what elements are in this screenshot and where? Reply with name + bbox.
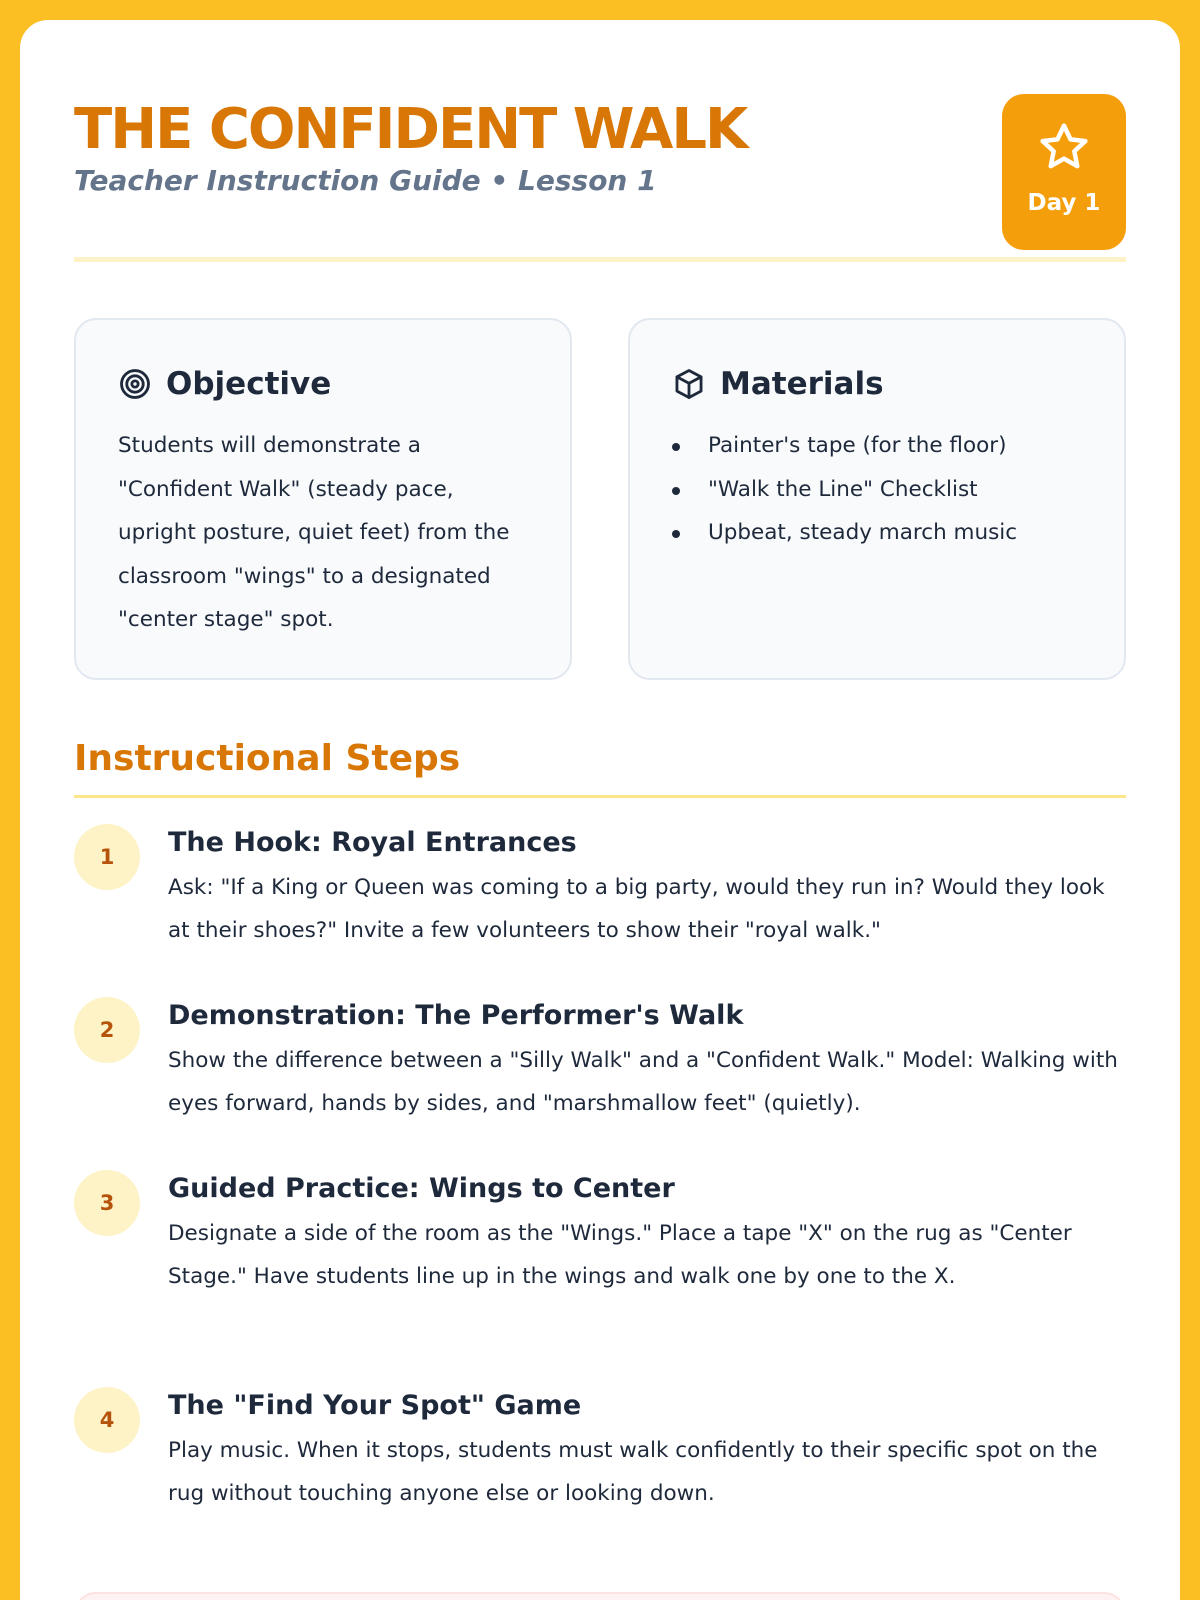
step-number: 1	[74, 824, 140, 890]
step-title: The "Find Your Spot" Game	[168, 1390, 582, 1421]
steps-section-rule	[74, 795, 1126, 798]
objective-header	[118, 362, 530, 406]
materials-card	[628, 318, 1126, 680]
target-icon	[118, 367, 152, 401]
header	[74, 80, 1126, 280]
materials-item: Upbeat, steady march music	[672, 511, 1084, 555]
step-number: 4	[74, 1387, 140, 1453]
objective-title: Objective	[166, 366, 332, 402]
step-title: Guided Practice: Wings to Center	[168, 1173, 675, 1204]
step-title: Demonstration: The Performer's Walk	[168, 1000, 744, 1031]
step-number: 2	[74, 997, 140, 1063]
step-number: 3	[74, 1170, 140, 1236]
header-divider	[74, 257, 1126, 262]
step-description: Play music. When it stops, students must walk confidently to their specific spot on the rug without touching anyone else or looking down.	[168, 1438, 1098, 1506]
page-subtitle: Teacher Instruction Guide • Lesson 1	[74, 164, 657, 197]
bottom-note-card	[74, 1592, 1126, 1600]
steps-section-title: Instructional Steps	[74, 738, 461, 779]
materials-item: "Walk the Line" Checklist	[672, 468, 1084, 512]
day-label: Day 1	[1027, 190, 1101, 216]
step-title: The Hook: Royal Entrances	[168, 827, 577, 858]
materials-list	[672, 424, 1084, 555]
step-description: Show the difference between a "Silly Walk" and a "Confident Walk." Model: Walking with eyes forward, hands by sides, and "marshmallow feet" (quietly).	[168, 1048, 1118, 1116]
star-icon	[1037, 120, 1091, 174]
materials-title: Materials	[720, 366, 884, 402]
materials-item: Painter's tape (for the floor)	[672, 424, 1084, 468]
objective-text: Students will demonstrate a "Confident Walk" (steady pace, upright posture, quiet feet) from the classroom "wings" to a designated "center stage" spot.	[118, 433, 510, 632]
day-badge	[1002, 94, 1126, 250]
materials-header	[672, 362, 1084, 406]
objective-card	[74, 318, 572, 680]
page-title: THE CONFIDENT WALK	[74, 97, 747, 162]
step-description: Ask: "If a King or Queen was coming to a big party, would they run in? Would they look at their shoes?" Invite a few volunteers to show their "royal walk."	[168, 875, 1105, 943]
box-icon	[672, 367, 706, 401]
lesson-sheet	[20, 20, 1180, 1600]
step-description: Designate a side of the room as the "Wings." Place a tape "X" on the rug as "Center Stage." Have students line up in the wings and walk one by one to the X.	[168, 1221, 1072, 1289]
